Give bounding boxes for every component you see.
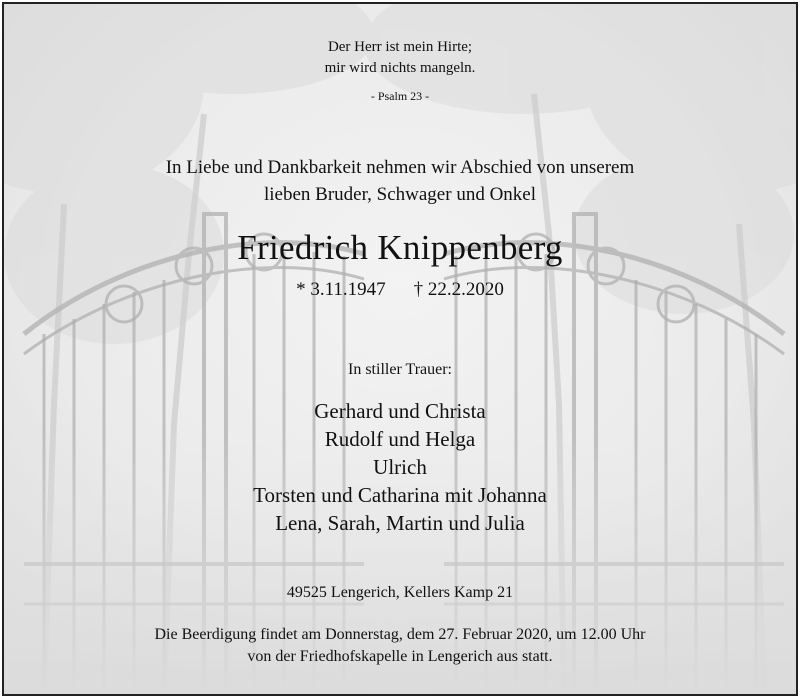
psalm-source: - Psalm 23 - xyxy=(370,89,430,103)
mourner-name: Torsten und Catharina mit Johanna xyxy=(253,483,547,507)
deceased-name: Friedrich Knippenberg xyxy=(237,228,563,267)
obituary-notice xyxy=(2,2,798,696)
psalm-verse-line-1: Der Herr ist mein Hirte; xyxy=(327,39,473,55)
notice-text xyxy=(4,4,796,694)
mourner-name: Lena, Sarah, Martin und Julia xyxy=(275,511,525,535)
mourner-name: Ulrich xyxy=(373,455,427,479)
intro-line-1: In Liebe und Dankbarkeit nehmen wir Abschied von unserem xyxy=(165,157,635,178)
life-dates xyxy=(4,279,796,301)
intro-line-2: lieben Bruder, Schwager und Onkel xyxy=(263,184,537,205)
funeral-info-line-2: von der Friedhofskapelle in Lengerich aus statt. xyxy=(247,648,553,665)
mourner-name: Rudolf und Helga xyxy=(324,427,476,451)
mourning-address: 49525 Lengerich, Kellers Kamp 21 xyxy=(286,584,514,601)
death-date: † 22.2.2020 xyxy=(413,279,504,300)
psalm-verse-line-2: mir wird nichts mangeln. xyxy=(324,60,476,76)
mourner-name: Gerhard und Christa xyxy=(314,399,486,423)
birth-date: * 3.11.1947 xyxy=(296,279,386,300)
mourning-label: In stiller Trauer: xyxy=(348,361,452,378)
funeral-info-line-1: Die Beerdigung findet am Donnerstag, dem 27. Februar 2020, um 12.00 Uhr xyxy=(154,626,646,643)
